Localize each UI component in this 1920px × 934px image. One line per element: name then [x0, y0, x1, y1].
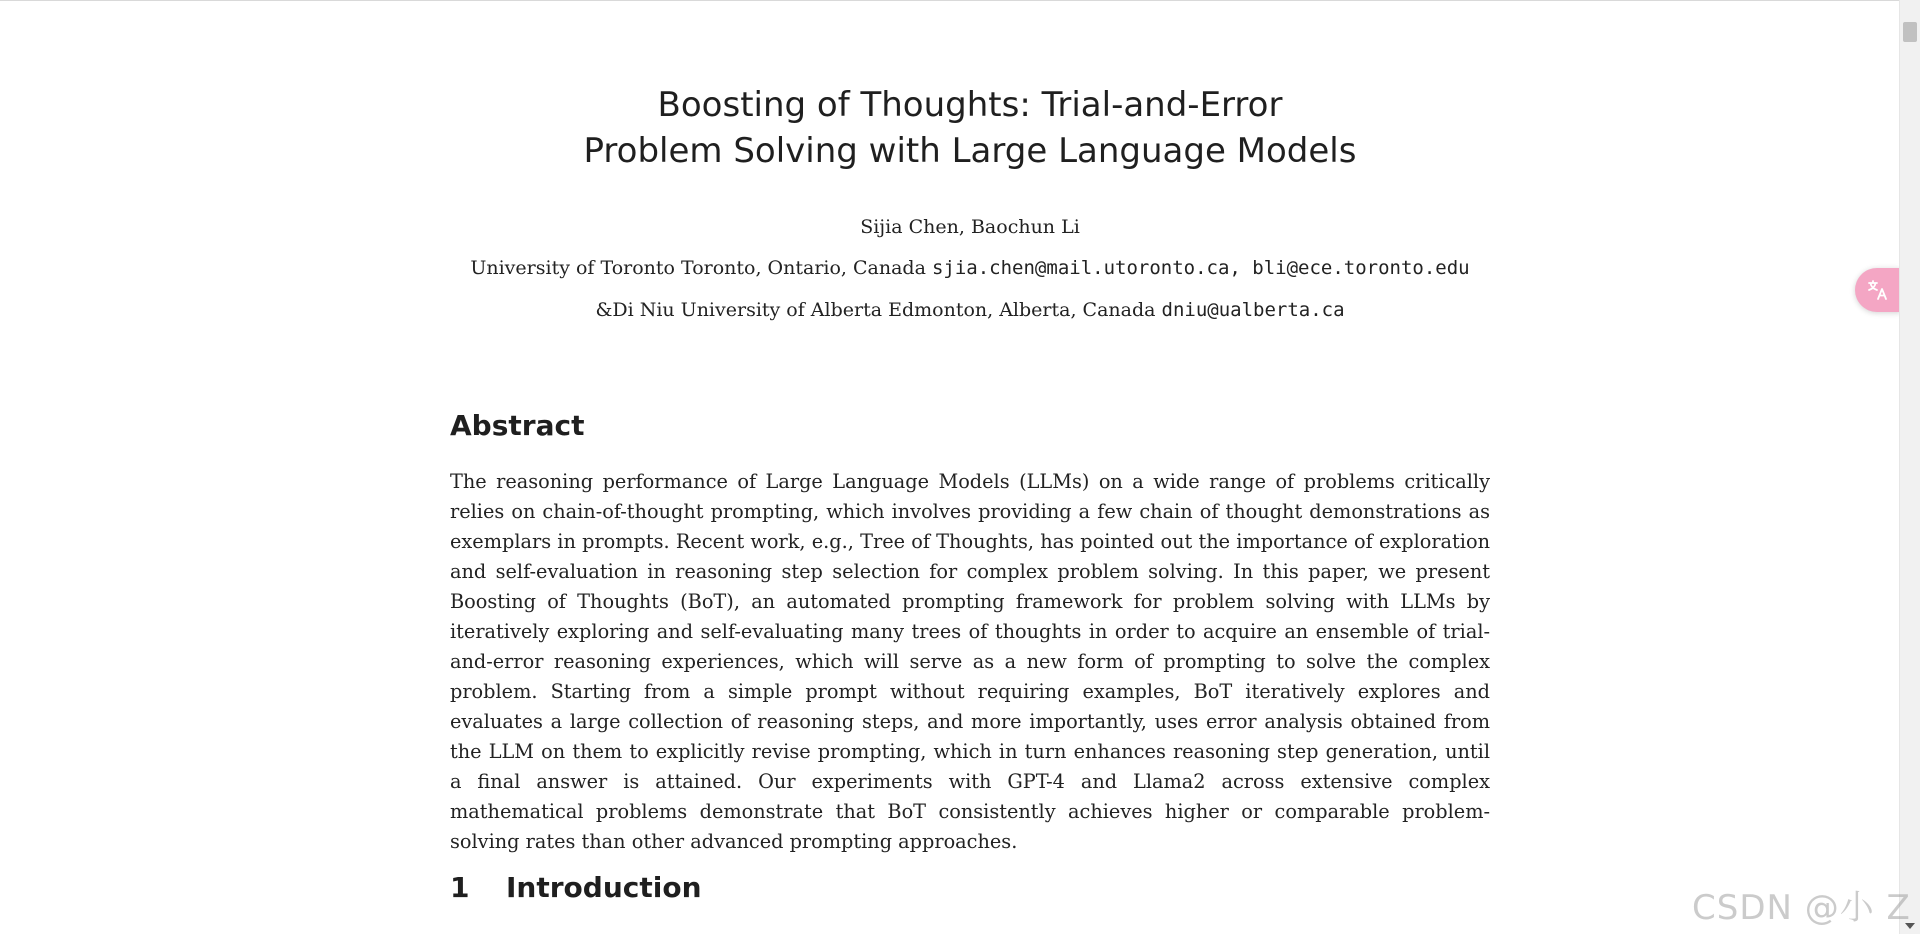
section-heading-introduction: [450, 870, 702, 906]
paper-title: [450, 82, 1490, 174]
page-scrollbar[interactable]: [1899, 0, 1920, 934]
paper-authors: Sijia Chen, Baochun Li: [860, 216, 1080, 238]
paper-title-line-2: Problem Solving with Large Language Models: [583, 131, 1357, 171]
window-top-border: [0, 0, 1900, 1]
affiliation-1-emails: sjia.chen@mail.utoronto.ca, bli@ece.toronto.edu: [931, 257, 1470, 279]
translate-icon: [1867, 279, 1889, 301]
affiliation-1-text: University of Toronto Toronto, Ontario, Canada: [470, 257, 926, 279]
watermark: CSDN @小 Z: [1692, 888, 1911, 928]
abstract-body: The reasoning performance of Large Language Models (LLMs) on a wide range of problems critically relies on chain-of-thought prompting, which involves providing a few chain of thought demonstrations as exemplars in prompts. Recent work, e.g., Tree of Thoughts, has pointed out the importance of exploration and self-evaluation in reasoning step selection for complex problem solving. In this paper, we present Boosting of Thoughts (BoT), an automated prompting framework for problem solving with LLMs by iteratively exploring and self-evaluating many trees of thoughts in order to acquire an ensemble of trial-and-error reasoning experiences, which will serve as a new form of prompting to solve the complex problem. Starting from a simple prompt without requiring examples, BoT iteratively explores and evaluates a large collection of reasoning steps, and more importantly, uses error analysis obtained from the LLM on them to explicitly revise prompting, which in turn enhances reasoning step generation, until a final answer is attained. Our experiments with GPT-4 and Llama2 across extensive complex mathematical problems demonstrate that BoT consistently achieves higher or comparable problem-solving rates than other advanced prompting approaches.: [450, 470, 1490, 853]
abstract-heading: Abstract: [450, 409, 585, 442]
section-title: Introduction: [506, 871, 702, 904]
affiliation-2-text: &Di Niu University of Alberta Edmonton, Alberta, Canada: [595, 299, 1156, 321]
section-number: 1: [450, 871, 470, 904]
scrollbar-thumb[interactable]: [1903, 22, 1917, 42]
affiliation-2-email: dniu@ualberta.ca: [1161, 299, 1345, 321]
affiliation-1: [450, 255, 1490, 281]
paper-title-line-1: Boosting of Thoughts: Trial-and-Error: [657, 85, 1283, 125]
affiliation-2: [450, 297, 1490, 323]
translate-widget-button[interactable]: [1855, 268, 1901, 312]
